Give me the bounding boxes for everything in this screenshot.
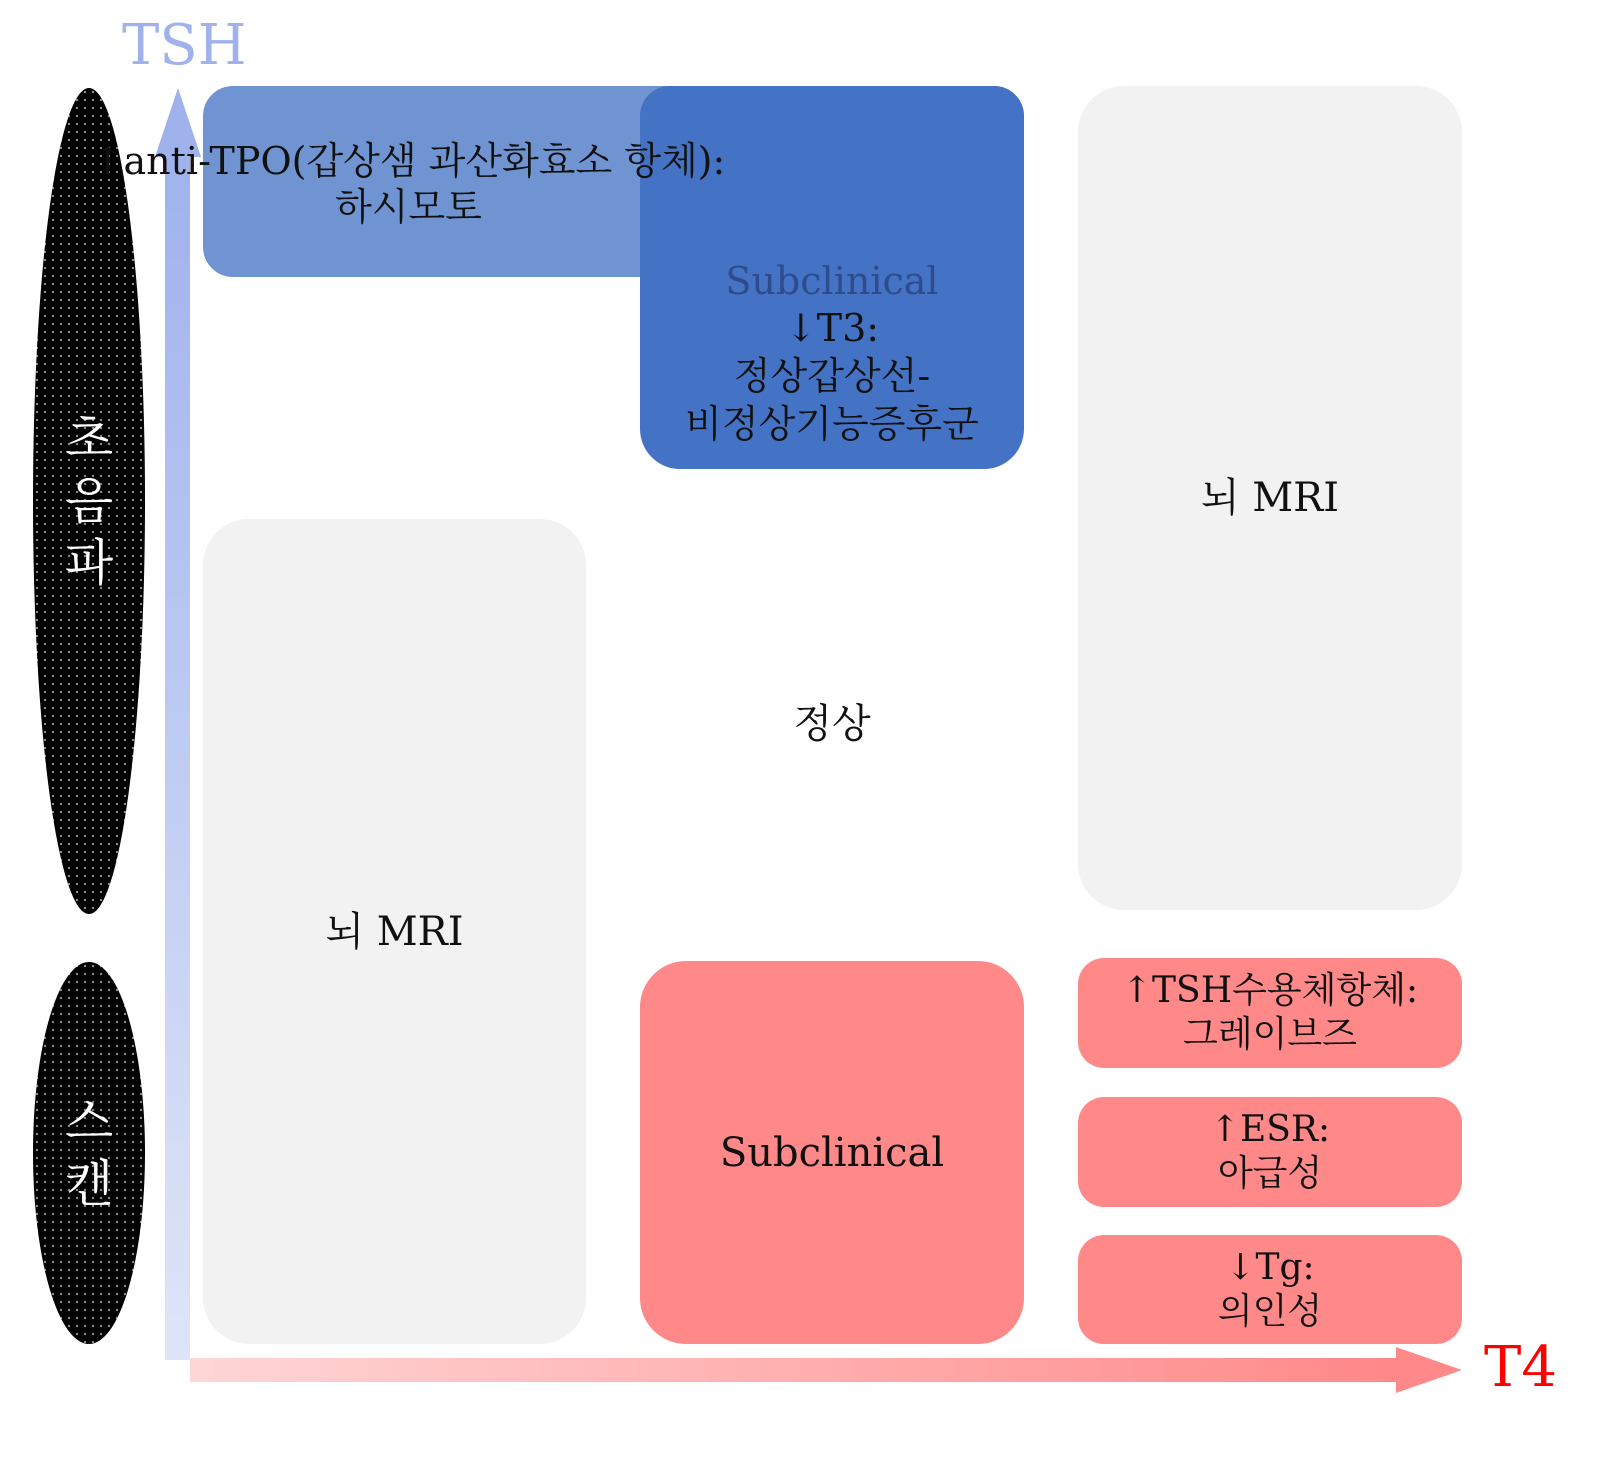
faded-subclinical-label: Subclinical: [725, 259, 939, 303]
subclinical-blue-text: [640, 258, 1024, 448]
graves-box: [1078, 958, 1462, 1068]
y-axis-label: TSH: [122, 13, 247, 78]
top-right-mri-label: 뇌 MRI: [1200, 475, 1340, 521]
hashimoto-text: [91, 138, 1024, 230]
subclinical-red-label: Subclinical: [719, 1129, 945, 1176]
subacute-box: [1078, 1097, 1462, 1207]
normal-label: 정상: [793, 701, 871, 747]
ultrasound-char-2: 음: [64, 472, 114, 530]
tsh-receptor-line: ↑TSH수용체항체:: [1121, 970, 1419, 1011]
esr-line: ↑ESR:: [1209, 1109, 1331, 1150]
scan-char-1: 스: [64, 1093, 114, 1151]
iatrogenic-line: 의인성: [1217, 1290, 1323, 1332]
y-axis-arrow: [155, 88, 201, 1360]
ultrasound-char-1: 초: [64, 410, 114, 468]
left-mri-label: 뇌 MRI: [325, 908, 464, 955]
left-mri-box: [203, 519, 586, 1344]
top-right-mri-box: [1078, 86, 1462, 910]
sick-syndrome-line: 비정상기능증후군: [685, 402, 979, 446]
x-axis-label: T4: [1484, 1335, 1557, 1400]
subacute-line: 아급성: [1217, 1153, 1323, 1194]
graves-line: 그레이브즈: [1183, 1014, 1357, 1055]
subclinical-red-box: [640, 961, 1024, 1344]
hashimoto-line: 하시모토: [335, 185, 482, 229]
x-axis-arrow: [190, 1347, 1462, 1393]
euthyroid-line: 정상갑상선-: [733, 354, 931, 398]
iatrogenic-box: [1078, 1235, 1462, 1344]
t3-line: ↓T3:: [784, 306, 880, 350]
anti-tpo-line: ↑anti-TPO(갑상샘 과산화효소 항체):: [91, 139, 726, 183]
scan-char-2: 캔: [64, 1155, 114, 1213]
ultrasound-char-3: 파: [64, 534, 114, 592]
tg-line: ↓Tg:: [1225, 1246, 1315, 1288]
